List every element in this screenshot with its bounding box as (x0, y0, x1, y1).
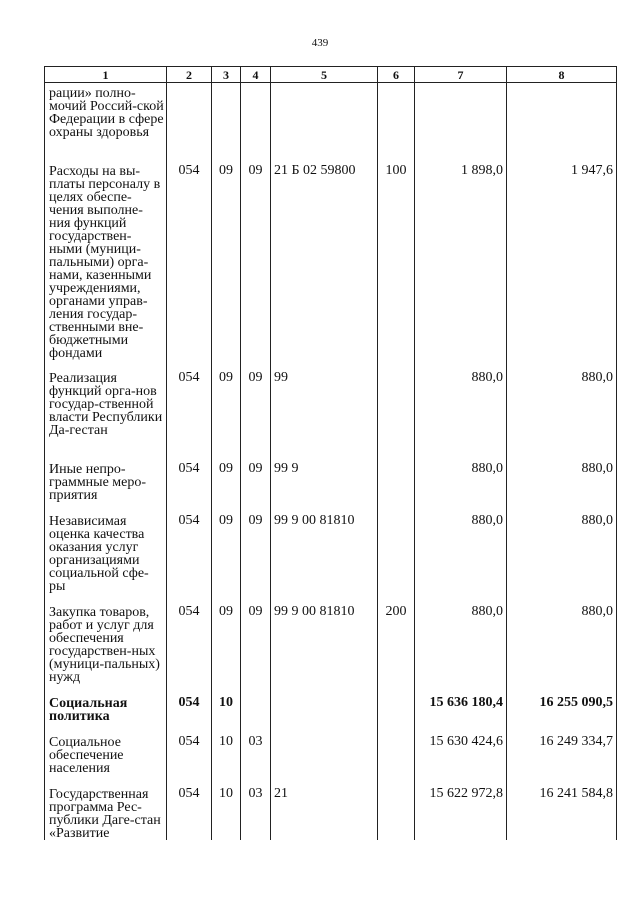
row-target-code: 21 (271, 784, 378, 840)
row-ministry-code: 054 (167, 693, 212, 732)
row-amount-year-1: 15 636 180,4 (415, 693, 507, 732)
row-target-code (271, 693, 378, 732)
row-section-code: 10 (212, 732, 241, 784)
row-target-code: 21 Б 02 59800 (271, 161, 378, 368)
row-name: Иные непро-граммные меро-приятия (45, 459, 167, 511)
table-row (45, 83, 617, 161)
row-name: Независимая оценка качества оказания услуг организациями социальной сфе-ры (45, 511, 167, 602)
row-expense-type (378, 784, 415, 840)
row-section-code: 09 (212, 511, 241, 602)
row-section-code: 09 (212, 459, 241, 511)
row-target-code: 99 9 00 81810 (271, 602, 378, 693)
row-section-code: 10 (212, 693, 241, 732)
header-col-4: 4 (241, 67, 271, 83)
row-name: Государственная программа Рес-публики Даге-стан «Развитие (45, 784, 167, 840)
row-subsection-code (241, 693, 271, 732)
row-amount-year-1: 880,0 (415, 368, 507, 459)
row-subsection-code: 03 (241, 784, 271, 840)
row-subsection-code: 09 (241, 368, 271, 459)
row-target-code: 99 (271, 368, 378, 459)
header-col-1: 1 (45, 67, 167, 83)
row-name: Закупка товаров, работ и услуг для обеспечения государствен-ных (муници-пальных) нужд (45, 602, 167, 693)
row-section-code: 09 (212, 602, 241, 693)
row-amount-year-2: 16 249 334,7 (507, 732, 617, 784)
row-section-code: 09 (212, 368, 241, 459)
row-subsection-code: 03 (241, 732, 271, 784)
row-ministry-code: 054 (167, 161, 212, 368)
row-amount-year-1: 880,0 (415, 459, 507, 511)
row-ministry-code: 054 (167, 368, 212, 459)
row-subsection-code: 09 (241, 511, 271, 602)
row-expense-type (378, 511, 415, 602)
row-ministry-code: 054 (167, 459, 212, 511)
row-expense-type: 200 (378, 602, 415, 693)
table-row (45, 693, 617, 732)
row-expense-type (378, 459, 415, 511)
row-subsection-code (241, 83, 271, 161)
row-target-code (271, 83, 378, 161)
header-col-6: 6 (378, 67, 415, 83)
row-ministry-code: 054 (167, 511, 212, 602)
table-row (45, 602, 617, 693)
row-name: Расходы на вы-платы персоналу в целях обеспе-чения выполне-ния функций государствен-ными (муници-пальными) орга-нами, казенными учреждениями, органами управ-ления государ-ственными вне-бюджетными фондами (45, 161, 167, 368)
row-amount-year-2: 16 241 584,8 (507, 784, 617, 840)
row-amount-year-2: 16 255 090,5 (507, 693, 617, 732)
row-amount-year-2: 880,0 (507, 459, 617, 511)
row-name: Реализация функций орга-нов государ-ственной власти Республики Да-гестан (45, 368, 167, 459)
row-subsection-code: 09 (241, 459, 271, 511)
row-amount-year-2: 880,0 (507, 602, 617, 693)
row-amount-year-2 (507, 83, 617, 161)
row-amount-year-2: 880,0 (507, 368, 617, 459)
header-col-2: 2 (167, 67, 212, 83)
table-row (45, 368, 617, 459)
header-col-8: 8 (507, 67, 617, 83)
table-row (45, 161, 617, 368)
table-row (45, 732, 617, 784)
row-section-code: 09 (212, 161, 241, 368)
row-amount-year-1 (415, 83, 507, 161)
row-subsection-code: 09 (241, 161, 271, 368)
header-col-3: 3 (212, 67, 241, 83)
row-amount-year-1: 880,0 (415, 602, 507, 693)
row-expense-type (378, 693, 415, 732)
row-expense-type (378, 368, 415, 459)
row-target-code: 99 9 00 81810 (271, 511, 378, 602)
row-target-code: 99 9 (271, 459, 378, 511)
row-amount-year-2: 880,0 (507, 511, 617, 602)
row-section-code: 10 (212, 784, 241, 840)
row-subsection-code: 09 (241, 602, 271, 693)
row-name: Социальное обеспечение населения (45, 732, 167, 784)
row-amount-year-2: 1 947,6 (507, 161, 617, 368)
table-row (45, 511, 617, 602)
table-row (45, 459, 617, 511)
budget-table (44, 66, 617, 840)
row-ministry-code (167, 83, 212, 161)
header-col-7: 7 (415, 67, 507, 83)
row-ministry-code: 054 (167, 784, 212, 840)
row-ministry-code: 054 (167, 732, 212, 784)
row-amount-year-1: 1 898,0 (415, 161, 507, 368)
row-expense-type (378, 83, 415, 161)
row-expense-type: 100 (378, 161, 415, 368)
row-amount-year-1: 15 622 972,8 (415, 784, 507, 840)
page-number: 439 (311, 37, 329, 49)
row-target-code (271, 732, 378, 784)
row-name: рации» полно-мочий Россий-ской Федерации в сфере охраны здоровья (45, 83, 167, 161)
row-name: Социальная политика (45, 693, 167, 732)
table-header-row (45, 67, 617, 83)
row-amount-year-1: 15 630 424,6 (415, 732, 507, 784)
row-amount-year-1: 880,0 (415, 511, 507, 602)
table-row (45, 784, 617, 840)
row-expense-type (378, 732, 415, 784)
row-ministry-code: 054 (167, 602, 212, 693)
row-section-code (212, 83, 241, 161)
header-col-5: 5 (271, 67, 378, 83)
